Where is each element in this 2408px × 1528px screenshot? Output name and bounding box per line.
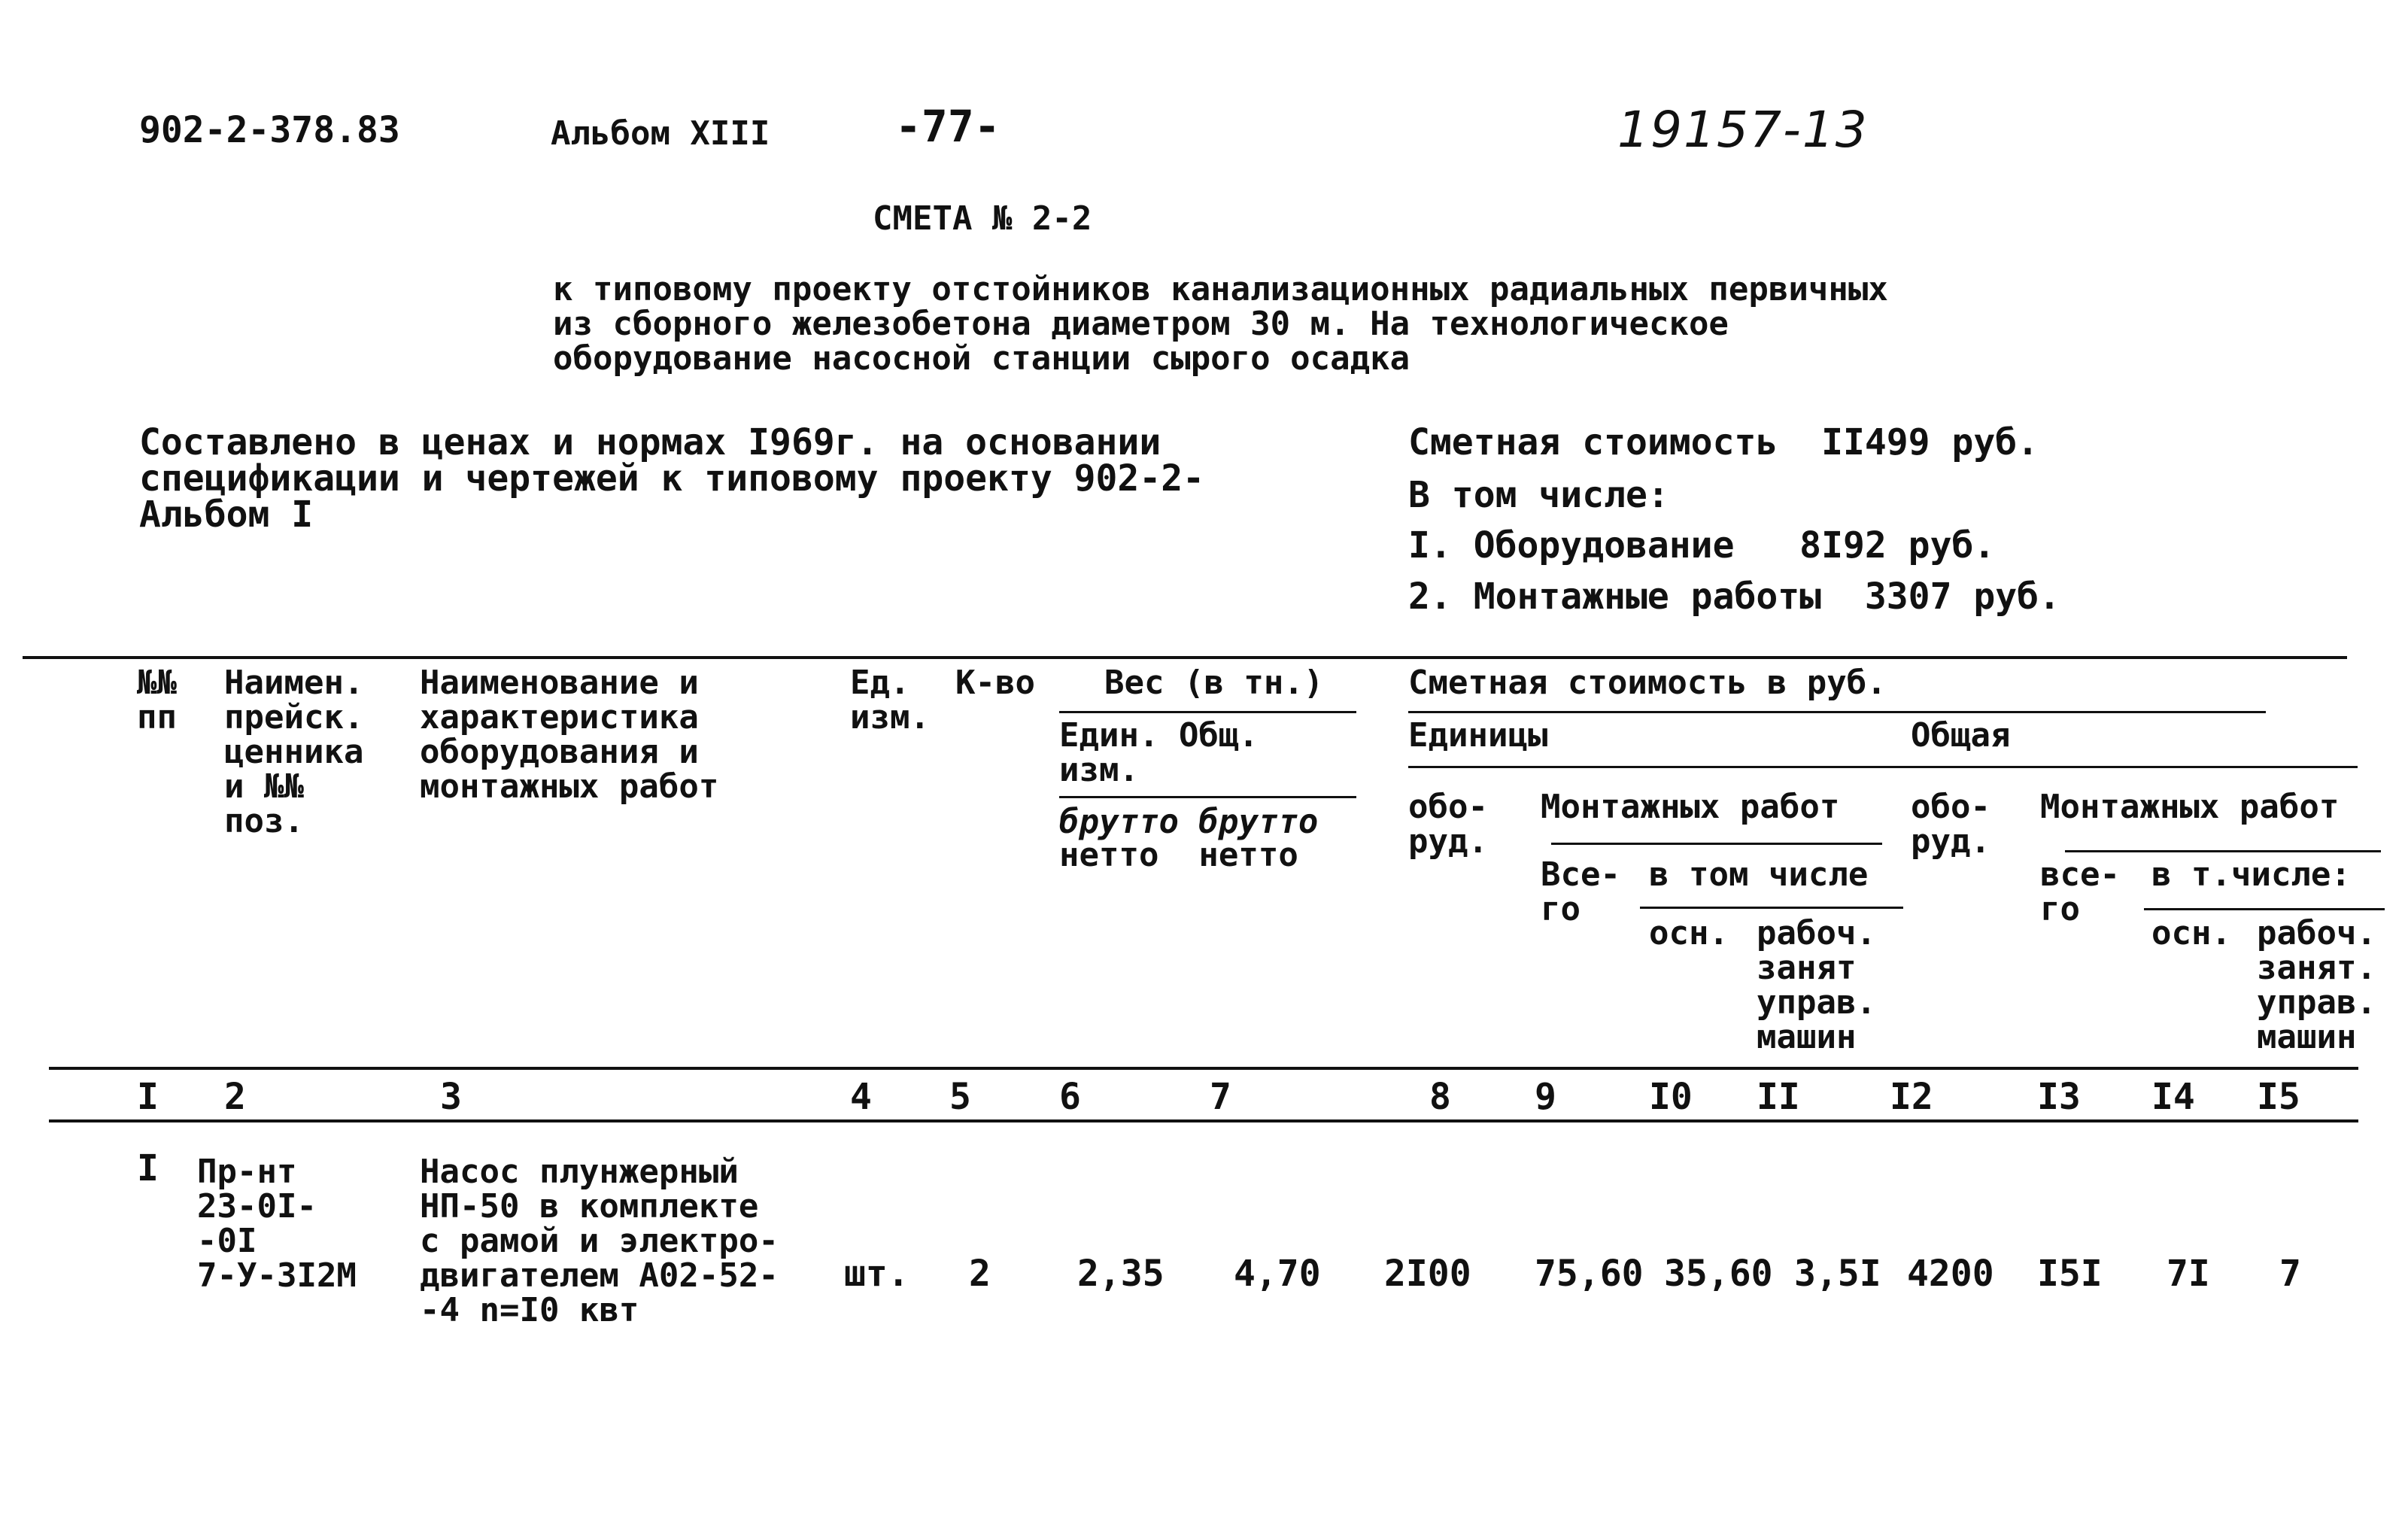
row-price-ref-line-4: 7-У-3I2М [197,1256,357,1295]
column-number: 3 [440,1076,462,1118]
header-description-line-4: монтажных работ [420,767,719,806]
header-price-line-4: и №№ [224,767,304,806]
header-equip-unit-line-1: обо- [1408,788,1488,826]
column-number: 4 [850,1076,872,1118]
header-unit-line-2: изм. [850,698,930,737]
header-machine-general-line-3: управ. [2257,983,2376,1022]
header-main-unit: осн. [1649,914,1729,952]
estimate-rule [1408,711,2266,713]
column-number: I0 [1649,1076,1693,1118]
header-price-line-5: поз. [224,802,304,840]
header-machine-unit-line-3: управ. [1757,983,1876,1022]
page-number: -77- [895,101,1001,152]
header-bottom-rule [49,1067,2358,1070]
unit-general-rule [1408,766,2358,768]
header-machine-general-line-4: машин [2257,1018,2357,1056]
column-numbers-rule [49,1119,2358,1122]
row-equip-unit-cost: 2I00 [1384,1253,1471,1295]
incl-general-rule [2144,908,2385,910]
row-price-ref-line-1: Пр-нт [197,1153,297,1191]
row-number: I [137,1147,159,1189]
table-top-rule [23,656,2347,659]
header-install-general: Монтажных работ [2040,788,2340,826]
column-number: I [137,1076,159,1118]
subtitle-line-1: к типовому проекту отстойников канализационных радиальных первичных [553,270,1888,308]
column-number: 6 [1059,1076,1081,1118]
header-weight: Вес (в тн.) [1104,664,1324,702]
basis-line-1: Составлено в ценах и нормах I969г. на основании [139,421,1161,463]
install-unit-rule [1551,843,1882,845]
row-description-line-3: с рамой и электро- [420,1222,779,1260]
header-weight-unit-line-2: изм. [1059,751,1139,789]
column-number: 2 [224,1076,246,1118]
row-description-line-4: двигателем А02-52- [420,1256,779,1295]
header-total-general-line-1: все- [2040,855,2120,894]
header-machine-general-line-2: занят. [2257,949,2376,987]
subtitle-line-3: оборудование насосной станции сырого осадка [553,339,1410,378]
document-title: СМЕТА № 2-2 [873,199,1092,238]
header-incl-unit: в том числе [1649,855,1869,894]
header-total-unit-line-1: Все- [1541,855,1620,894]
header-machine-general-line-1: рабоч. [2257,914,2376,952]
header-description-line-1: Наименование и [420,664,699,702]
column-number: 7 [1210,1076,1231,1118]
column-number: 9 [1535,1076,1556,1118]
header-description-line-2: характеристика [420,698,699,737]
project-code: 902-2-378.83 [139,109,400,151]
row-install-main-unit: 35,60 [1664,1253,1773,1295]
header-description-line-3: оборудования и [420,733,699,771]
header-incl-general: в т.числе: [2151,855,2351,894]
estimated-cost-installation: 2. Монтажные работы 3307 руб. [1408,576,2060,618]
weight-rule-2 [1059,796,1356,798]
header-weight-net: нетто нетто [1059,836,1298,874]
header-equip-unit-line-2: руд. [1408,822,1488,861]
column-number: II [1757,1076,1800,1118]
column-number: I2 [1890,1076,1933,1118]
basis-line-2: спецификации и чертежей к типовому проекту 902-2- [139,457,1205,500]
album-label: Альбом XIII [551,114,770,153]
header-price-line-2: прейск. [224,698,364,737]
header-price-line-1: Наимен. [224,664,364,702]
row-weight-total: 4,70 [1234,1253,1321,1295]
column-number: I3 [2037,1076,2081,1118]
header-estimate: Сметная стоимость в руб. [1408,664,1887,702]
header-total-unit-line-2: го [1541,890,1581,928]
row-quantity: 2 [969,1253,991,1295]
estimated-cost-equipment: I. Оборудование 8I92 руб. [1408,524,1996,567]
row-install-total: I5I [2037,1253,2103,1295]
row-price-ref-line-2: 23-0I- [197,1187,317,1226]
column-number: I4 [2151,1076,2195,1118]
header-quantity: К-во [955,664,1035,702]
header-weight-gross: брутто брутто [1059,803,1319,841]
row-description-line-1: Насос плунжерный [420,1153,739,1191]
install-general-rule [2065,850,2381,852]
handwritten-stamp: 19157-13 [1617,101,1869,159]
row-install-total-unit: 75,60 [1535,1253,1644,1295]
row-unit: шт. [844,1253,909,1295]
header-price-line-3: ценника [224,733,364,771]
basis-line-3: Альбом I [139,494,314,536]
row-price-ref-line-3: -0I [197,1222,257,1260]
header-unit-cost: Единицы [1408,716,1548,755]
header-num-line-2: пп [137,698,177,737]
weight-rule [1059,711,1356,713]
row-install-main: 7I [2167,1253,2210,1295]
header-machine-unit-line-4: машин [1757,1018,1857,1056]
row-install-machine: 7 [2279,1253,2301,1295]
header-equip-general-line-2: руд. [1911,822,1990,861]
row-equip-total: 4200 [1907,1253,1994,1295]
header-weight-unit-line-1: Един. Общ. [1059,716,1259,755]
estimated-cost-including: В том числе: [1408,474,1669,516]
row-weight-unit: 2,35 [1077,1253,1165,1295]
row-description-line-5: -4 n=I0 квт [420,1291,639,1329]
header-install-unit: Монтажных работ [1541,788,1840,826]
header-machine-unit-line-2: занят [1757,949,1857,987]
header-total-general-line-2: го [2040,890,2080,928]
header-equip-general-line-1: обо- [1911,788,1990,826]
column-number: 8 [1429,1076,1451,1118]
header-main-general: осн. [2151,914,2231,952]
row-install-machine-unit: 3,5I [1794,1253,1881,1295]
header-machine-unit-line-1: рабоч. [1757,914,1876,952]
header-general-cost: Общая [1911,716,2011,755]
estimated-cost-total: Сметная стоимость II499 руб. [1408,421,2039,463]
incl-unit-rule [1640,907,1903,909]
header-num-line-1: №№ [137,664,177,702]
column-number: I5 [2257,1076,2300,1118]
header-unit-line-1: Ед. [850,664,910,702]
row-description-line-2: НП-50 в комплекте [420,1187,759,1226]
column-number: 5 [949,1076,971,1118]
subtitle-line-2: из сборного железобетона диаметром 30 м. На технологическое [553,305,1729,343]
